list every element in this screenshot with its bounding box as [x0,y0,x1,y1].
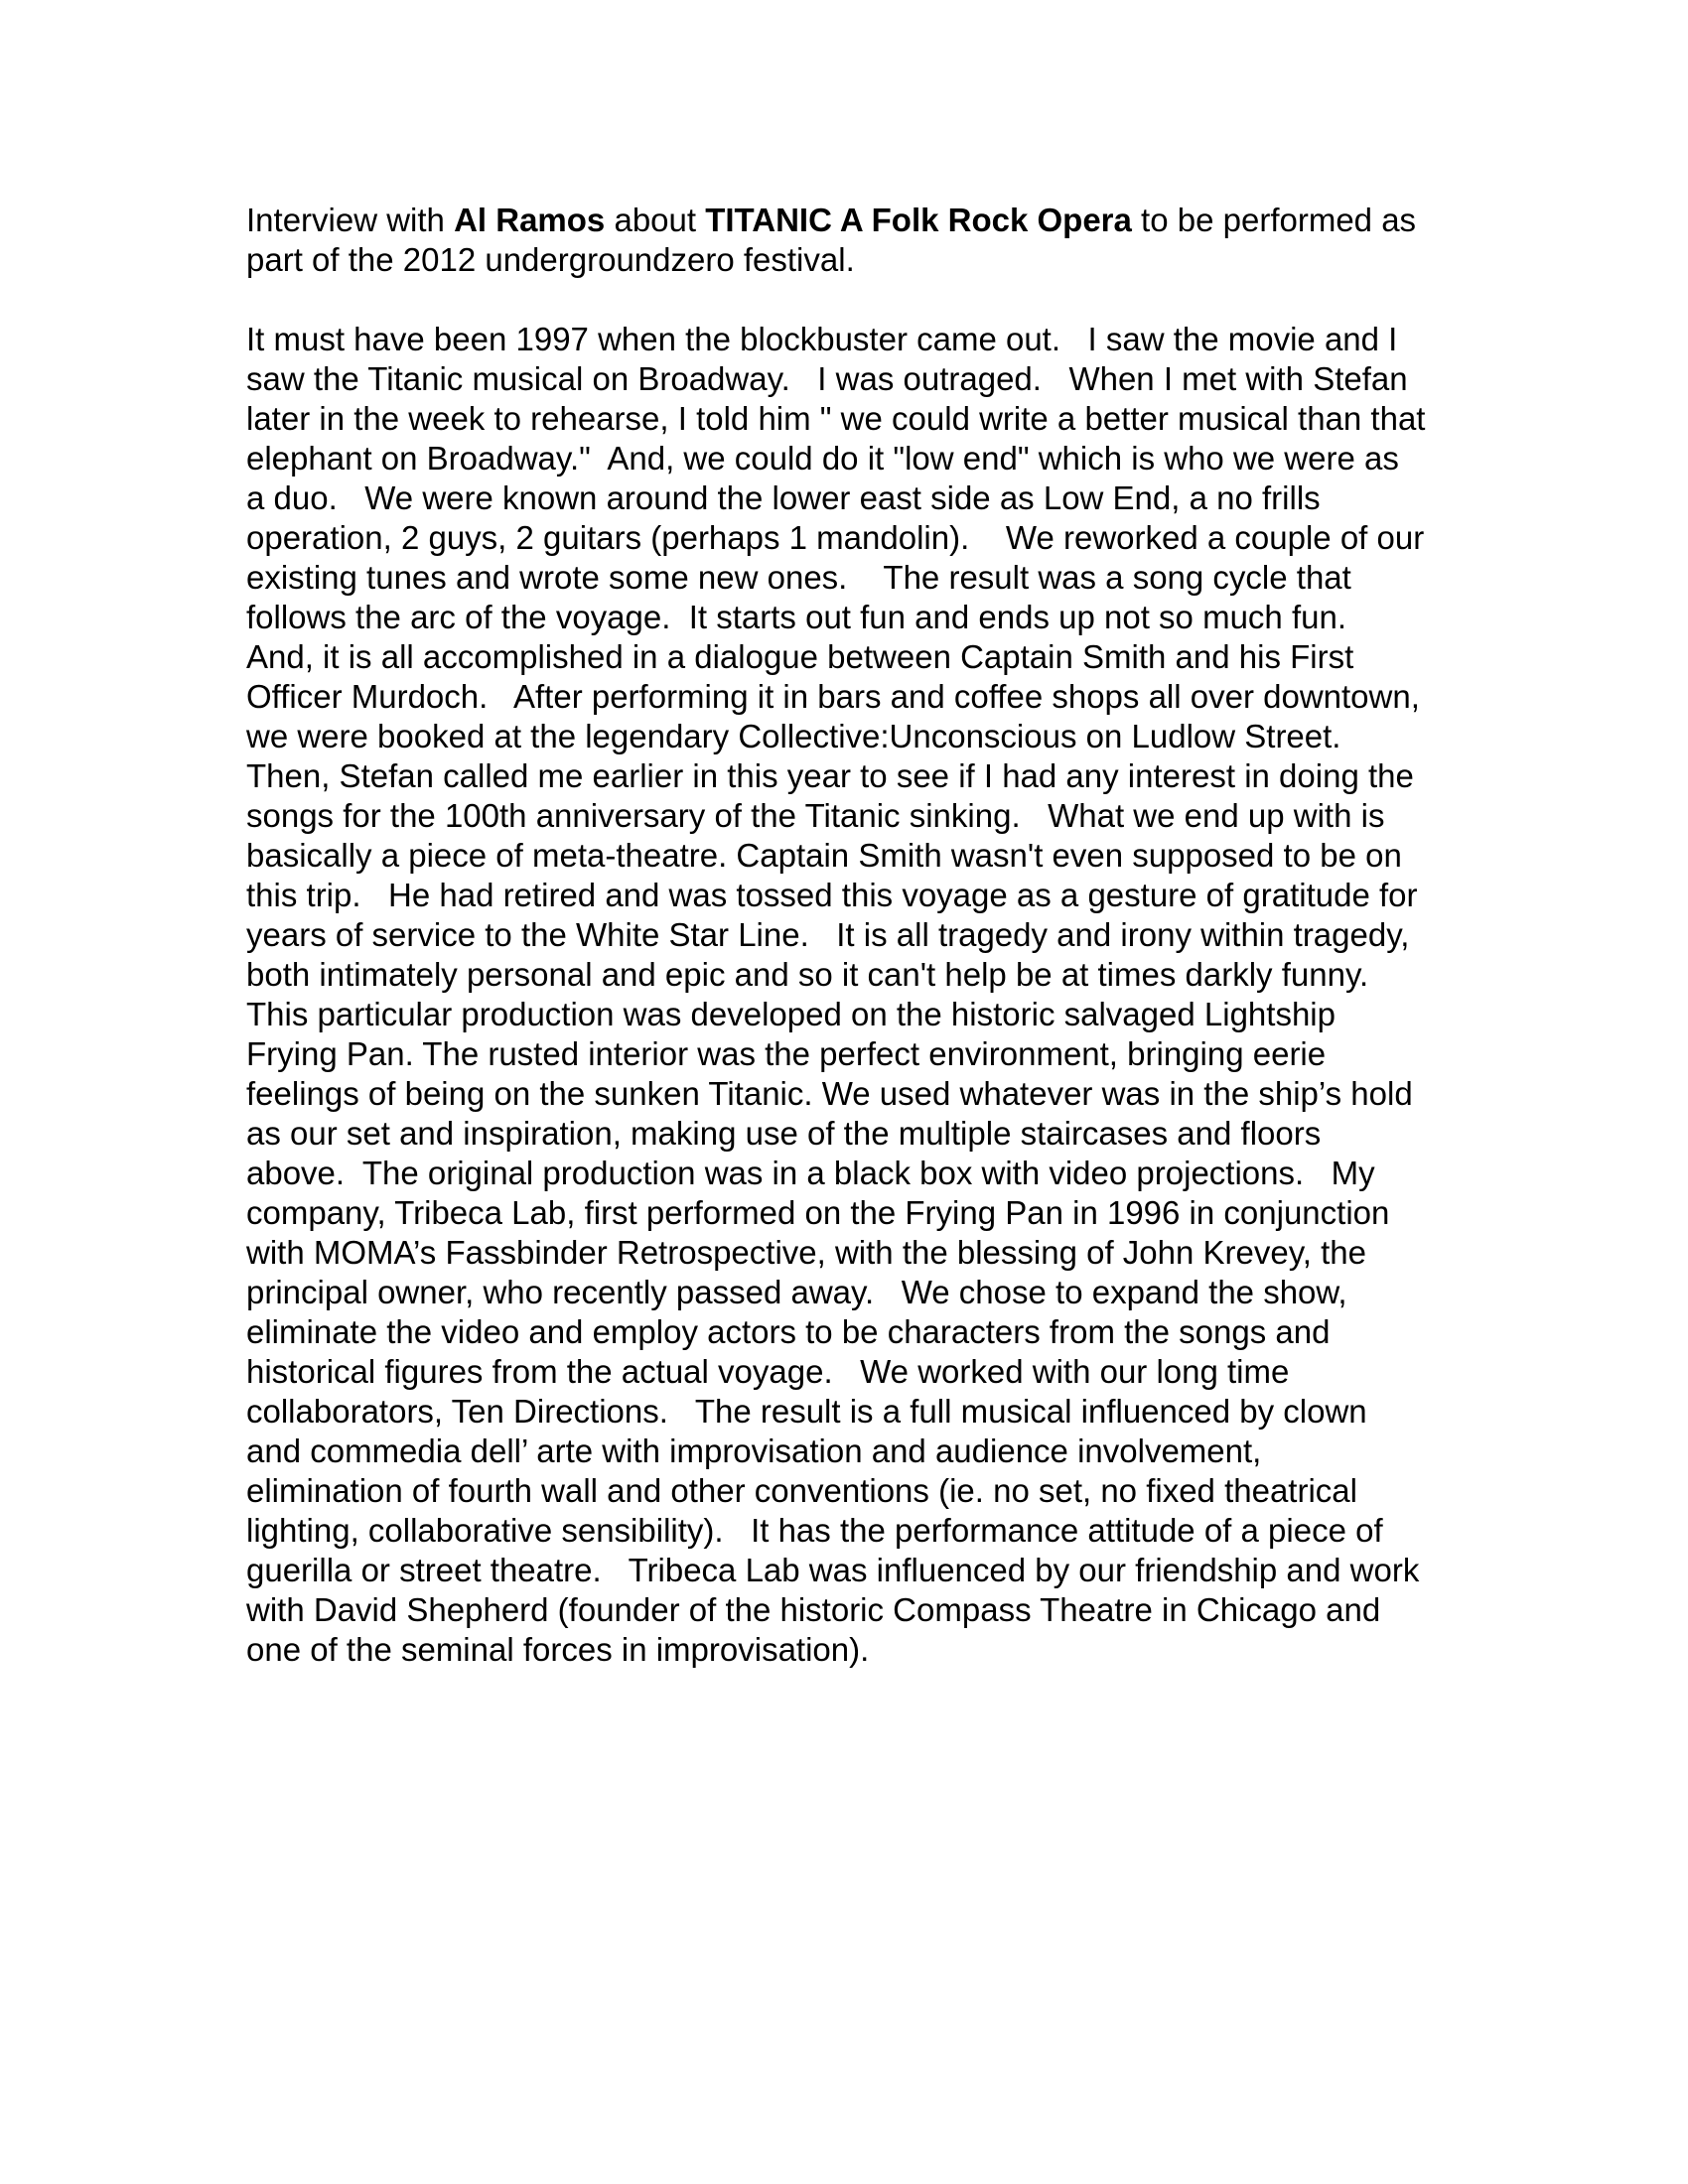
body-text-line: feelings of being on the sunken Titanic. We used whatever was in the ship’s hold [246,1075,1413,1112]
body-text-line: with MOMA’s Fassbinder Retrospective, with the blessing of John Krevey, the [246,1234,1366,1271]
body-text-line: collaborators, Ten Directions. The result is a full musical influenced by clown [246,1393,1367,1430]
interview-body-paragraph [246,320,1477,1670]
body-text-line: saw the Titanic musical on Broadway. I was outraged. When I met with Stefan [246,360,1408,397]
body-text-line: And, it is all accomplished in a dialogue between Captain Smith and his First [246,638,1354,675]
body-text-line: eliminate the video and employ actors to be characters from the songs and [246,1313,1331,1350]
body-text-line: as our set and inspiration, making use of the multiple staircases and floors [246,1115,1322,1152]
intro-text: Interview with [246,202,455,238]
body-text-line: songs for the 100th anniversary of the Titanic sinking. What we end up with is [246,797,1385,834]
body-text-line: It must have been 1997 when the blockbuster came out. I saw the movie and I [246,321,1398,357]
document-content [246,201,1477,1670]
body-text-line: guerilla or street theatre. Tribeca Lab was influenced by our friendship and work [246,1552,1420,1588]
body-text-line: above. The original production was in a black box with video projections. My [246,1155,1375,1191]
body-text-line: with David Shepherd (founder of the historic Compass Theatre in Chicago and [246,1591,1381,1628]
body-text-line: one of the seminal forces in improvisation). [246,1631,870,1668]
intro-line-1 [246,201,1477,240]
body-text-line: principal owner, who recently passed away. We chose to expand the show, [246,1274,1347,1310]
body-text-line: later in the week to rehearse, I told him " we could write a better musical than that [246,400,1426,437]
intro-text: about [605,202,706,238]
body-text-line: company, Tribeca Lab, first performed on the Frying Pan in 1996 in conjunction [246,1194,1390,1231]
body-text-line: years of service to the White Star Line. It is all tragedy and irony within tragedy, [246,916,1410,953]
body-text-line: Frying Pan. The rusted interior was the perfect environment, bringing eerie [246,1035,1327,1072]
body-text-line: existing tunes and wrote some new ones. The result was a song cycle that [246,559,1351,596]
body-text-line: both intimately personal and epic and so it can't help be at times darkly funny. [246,956,1369,993]
intro-text: to be performed as [1131,202,1417,238]
body-text-line: Then, Stefan called me earlier in this year to see if I had any interest in doing the [246,757,1414,794]
body-text-line: follows the arc of the voyage. It starts out fun and ends up not so much fun. [246,599,1346,635]
intro-line-2: part of the 2012 undergroundzero festival. [246,241,855,278]
body-text-line: elimination of fourth wall and other conventions (ie. no set, no fixed theatrical [246,1472,1357,1509]
body-text-line: This particular production was developed on the historic salvaged Lightship [246,996,1336,1032]
interviewee-name: Al Ramos [454,202,606,238]
body-text-line: a duo. We were known around the lower east side as Low End, a no frills [246,479,1321,516]
body-text-line: we were booked at the legendary Collective:Unconscious on Ludlow Street. [246,718,1341,754]
body-text-line: Officer Murdoch. After performing it in bars and coffee shops all over downtown, [246,678,1420,715]
body-text-line: historical figures from the actual voyage. We worked with our long time [246,1353,1290,1390]
body-text-line: this trip. He had retired and was tossed this voyage as a gesture of gratitude for [246,877,1418,913]
show-title: TITANIC A Folk Rock Opera [705,202,1132,238]
body-text-line: basically a piece of meta-theatre. Captain Smith wasn't even supposed to be on [246,837,1402,874]
body-text-line: operation, 2 guys, 2 guitars (perhaps 1 mandolin). We reworked a couple of our [246,519,1425,556]
intro-paragraph [246,201,1477,280]
body-text-line: elephant on Broadway." And, we could do it "low end" which is who we were as [246,440,1399,477]
body-text-line: lighting, collaborative sensibility). It has the performance attitude of a piece of [246,1512,1383,1549]
body-text-line: and commedia dell’ arte with improvisation and audience involvement, [246,1433,1262,1469]
